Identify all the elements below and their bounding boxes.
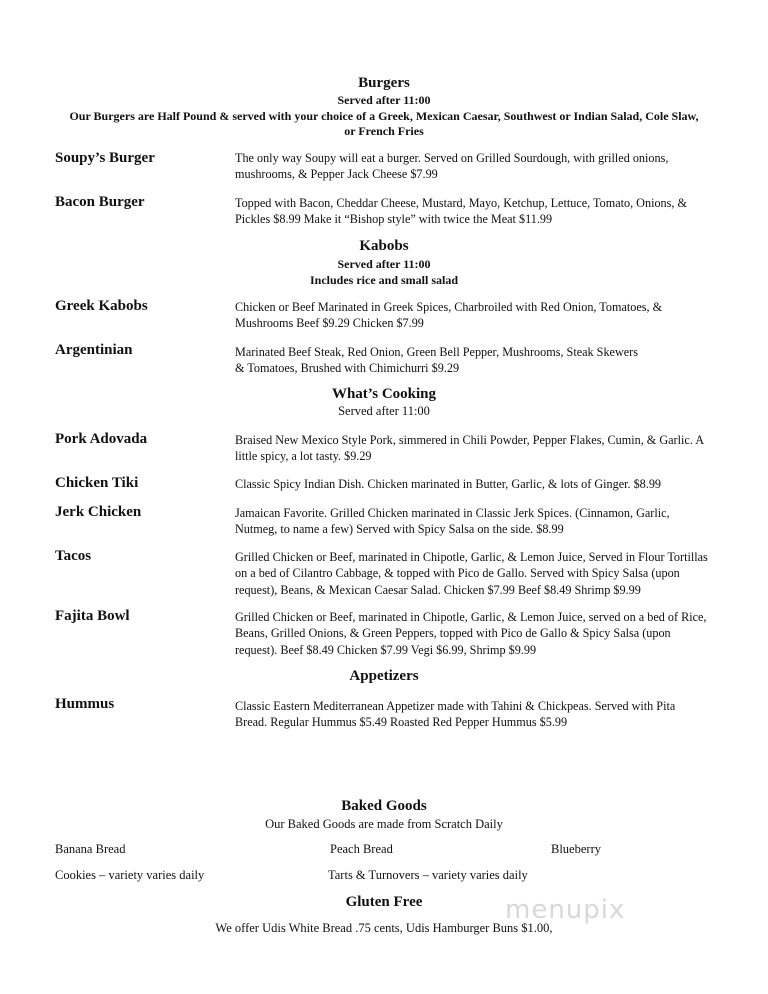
burgers-note-cont: or French Fries: [344, 124, 424, 138]
baked-item: Peach Bread: [330, 842, 393, 856]
section-title-appetizers: Appetizers: [349, 668, 419, 684]
burgers-note: Our Burgers are Half Pound & served with your choice of a Greek, Mexican Caesar, Southwest or Indian Salad, Cole Slaw,: [69, 109, 699, 123]
item-desc: Classic Eastern Mediterranean Appetizer made with Tahini & Chickpeas. Served with Pita Bread. Regular Hummus $5.49 Roasted Red Pepper Hummus $5.99: [235, 699, 676, 730]
baked-item: Tarts & Turnovers – variety varies daily: [328, 868, 528, 882]
baked-note: Our Baked Goods are made from Scratch Daily: [265, 817, 503, 831]
item-name: Hummus: [55, 696, 115, 712]
gluten-note: We offer Udis White Bread .75 cents, Udis Hamburger Buns $1.00,: [215, 921, 553, 935]
item-desc: Classic Spicy Indian Dish. Chicken marinated in Butter, Garlic, & lots of Ginger. $8.99: [235, 477, 662, 491]
item-desc: Jamaican Favorite. Grilled Chicken marinated in Classic Jerk Spices. (Cinnamon, Garlic, Nutmeg, to name a few) Served with Spicy Salsa on the side. $8.99: [235, 506, 670, 537]
item-name: Bacon Burger: [55, 194, 145, 210]
baked-item: Banana Bread: [55, 842, 126, 856]
item-name: Tacos: [55, 548, 92, 564]
section-title-cooking: What’s Cooking: [331, 386, 437, 402]
item-name: Pork Adovada: [55, 431, 148, 447]
baked-item: Blueberry: [551, 842, 601, 856]
kabobs-note: Includes rice and small salad: [309, 273, 459, 287]
baked-item: Cookies – variety varies daily: [55, 868, 205, 882]
watermark-logo: menupix: [505, 895, 626, 925]
section-title-kabobs: Kabobs: [359, 238, 409, 254]
kabobs-served: Served after 11:00: [337, 257, 431, 271]
item-name: Jerk Chicken: [55, 504, 142, 520]
item-name: Argentinian: [55, 342, 133, 358]
item-name: Soupy’s Burger: [55, 150, 155, 166]
item-name: Chicken Tiki: [55, 475, 139, 491]
item-desc: Grilled Chicken or Beef, marinated in Chipotle, Garlic, & Lemon Juice, served on a bed of Rice, Beans, Grilled Onions, & Green Peppers, topped with Pico de Gallo & Spicy Salsa (upon request). Beef $8.49 Chicken $7.99 Vegi $6.99, Shrimp $9.99: [235, 610, 707, 657]
item-desc: Marinated Beef Steak, Red Onion, Green Bell Pepper, Mushrooms, Steak Skewers & Tomatoes, Brushed with Chimichurri $9.29: [235, 345, 638, 376]
item-desc: Braised New Mexico Style Pork, simmered in Chili Powder, Pepper Flakes, Cumin, & Garlic. A little spicy, a lot tasty. $9.29: [235, 433, 705, 464]
section-title-burgers: Burgers: [358, 75, 410, 91]
cooking-served: Served after 11:00: [338, 404, 430, 418]
item-desc: The only way Soupy will eat a burger. Served on Grilled Sourdough, with grilled onions, mushrooms, & Pepper Jack Cheese $7.99: [235, 151, 669, 182]
section-title-gluten-free: Gluten Free: [345, 894, 423, 910]
item-desc: Chicken or Beef Marinated in Greek Spices, Charbroiled with Red Onion, Tomatoes, & Mushrooms Beef $9.29 Chicken $7.99: [235, 300, 663, 331]
burgers-served: Served after 11:00: [337, 93, 431, 107]
section-title-baked-goods: Baked Goods: [341, 798, 427, 814]
item-desc: Grilled Chicken or Beef, marinated in Chipotle, Garlic, & Lemon Juice, Served in Flour Tortillas on a bed of Cilantro Cabbage, & topped with Pico de Gallo. Served with Spicy Salsa (upon request), Beans, & Mexican Caesar Salad. Chicken $7.99 Beef $8.49 Shrimp $9.99: [235, 550, 708, 597]
item-name: Fajita Bowl: [55, 608, 130, 624]
item-desc: Topped with Bacon, Cheddar Cheese, Mustard, Mayo, Ketchup, Lettuce, Tomato, Onions, & Pickles $8.99 Make it “Bishop style” with twice the Meat $11.99: [235, 196, 687, 227]
item-name: Greek Kabobs: [55, 298, 148, 314]
